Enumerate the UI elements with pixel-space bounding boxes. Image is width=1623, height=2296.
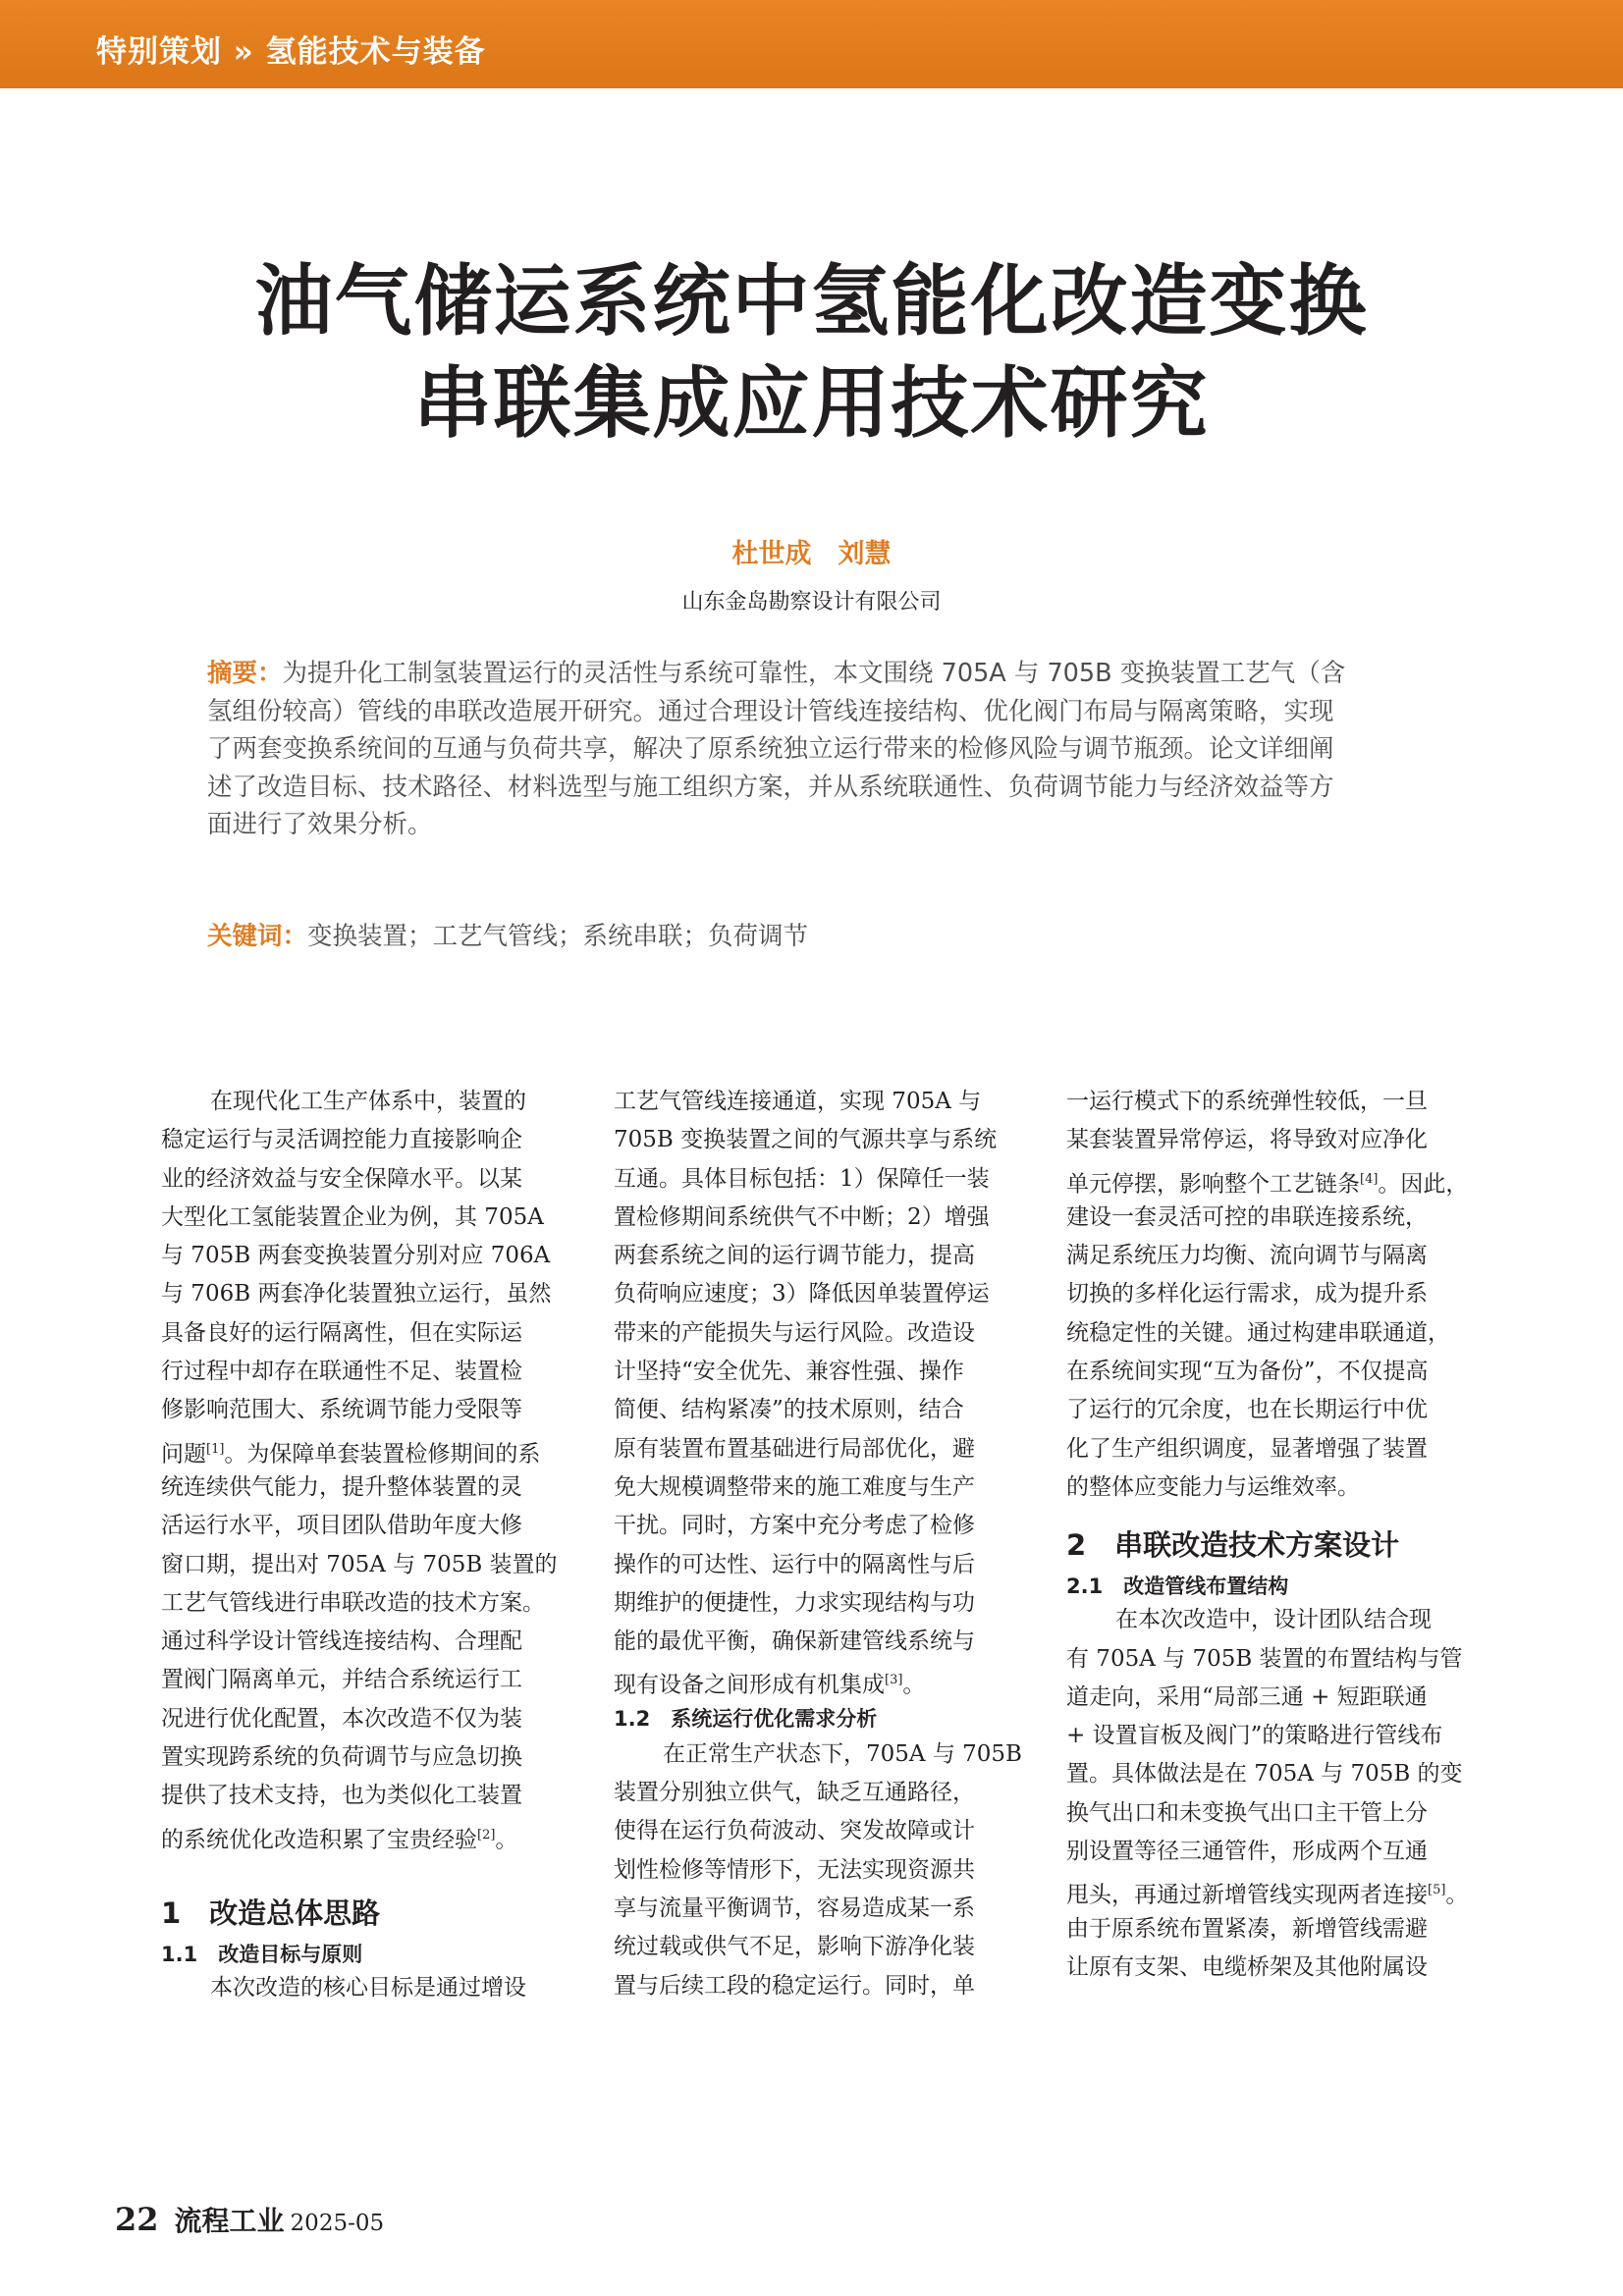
text-line: 简便、结构紧凑”的技术原则，结合 xyxy=(614,1397,964,1423)
text-line: 的系统优化改造积累了宝贵经验[2]。 xyxy=(161,1827,518,1853)
text-line: 有 705A 与 705B 装置的布置结构与管 xyxy=(1066,1645,1463,1672)
subsection-heading: 1.2 系统运行优化需求分析 xyxy=(614,1706,878,1731)
text-line: 在系统间实现“互为备份”，不仅提高 xyxy=(1066,1359,1429,1385)
text-line: 满足系统压力均衡、流向调节与隔离 xyxy=(1066,1243,1428,1269)
text-line: 原有装置布置基础进行局部优化，避 xyxy=(614,1435,975,1462)
text-line: 在正常生产状态下，705A 与 705B xyxy=(663,1740,1022,1767)
journal-name: 流程工业 xyxy=(174,2205,285,2237)
title-line-1: 油气储运系统中氢能化改造变换 xyxy=(254,256,1369,347)
citation-ref[interactable]: [5] xyxy=(1428,1883,1446,1898)
keywords-label: 关键词： xyxy=(207,922,308,951)
abstract-line: 摘要：为提升化工制氢装置运行的灵活性与系统可靠性，本文围绕 705A 与 705B 变换装置工艺气（含 xyxy=(207,659,1346,688)
abstract xyxy=(207,655,1439,844)
text-line: 通过科学设计管线连接结构、合理配 xyxy=(161,1629,522,1655)
text-line: 705B 变换装置之间的气源共享与系统 xyxy=(614,1127,998,1153)
body-column-2 xyxy=(614,1083,1048,2005)
text-line: 了运行的冗余度，也在长期运行中优 xyxy=(1066,1397,1428,1423)
text-line: 单元停摆，影响整个工艺链条[4]。因此， xyxy=(1066,1171,1469,1198)
page-footer xyxy=(115,2200,384,2239)
text-line: 在本次改造中，设计团队结合现 xyxy=(1115,1607,1432,1633)
subsection-heading: 1.1 改造目标与原则 xyxy=(161,1942,363,1966)
text-line: 统过载或供气不足，影响下游净化装 xyxy=(614,1934,975,1960)
text-line: 大型化工氢能装置企业为例，其 705A xyxy=(161,1203,544,1230)
text-line: 一运行模式下的系统弹性较低，一旦 xyxy=(1066,1089,1428,1114)
text-line: 操作的可达性、运行中的隔离性与后 xyxy=(614,1551,975,1577)
article-title xyxy=(0,250,1623,454)
issue-date: 2025-05 xyxy=(290,2211,385,2236)
section-header-bar xyxy=(0,0,1623,88)
text-line: 由于原系统布置紧凑，新增管线需避 xyxy=(1066,1915,1428,1942)
text-line: 划性检修等情形下，无法实现资源共 xyxy=(614,1856,975,1883)
text-line: 稳定运行与灵活调控能力直接影响企 xyxy=(161,1127,522,1153)
text-line: 计坚持“安全优先、兼容性强、操作 xyxy=(614,1359,964,1385)
text-line: 使得在运行负荷波动、突发故障或计 xyxy=(614,1818,975,1844)
text-line: 本次改造的核心目标是通过增设 xyxy=(210,1974,526,2001)
text-line: 置与后续工段的稳定运行。同时，单 xyxy=(614,1972,975,1999)
body-column-1 xyxy=(161,1083,595,2007)
text-line: 工艺气管线进行串联改造的技术方案。 xyxy=(161,1589,545,1616)
abstract-line: 面进行了效果分析。 xyxy=(207,810,433,840)
keywords xyxy=(207,917,808,952)
text-line: 与 705B 两套变换装置分别对应 706A xyxy=(161,1243,551,1269)
text-line: 置阀门隔离单元，并结合系统运行工 xyxy=(161,1667,522,1693)
text-line: 提供了技术支持，也为类似化工装置 xyxy=(161,1783,522,1809)
text-line: 况进行优化配置，本次改造不仅为装 xyxy=(161,1705,522,1732)
section-heading: 2 串联改造技术方案设计 xyxy=(1066,1528,1400,1563)
text-line: 问题[1]。为保障单套装置检修期间的系 xyxy=(161,1441,541,1468)
text-line: + 设置盲板及阀门”的策略进行管线布 xyxy=(1066,1723,1443,1749)
section-heading: 1 改造总体思路 xyxy=(161,1896,381,1930)
text-line: 统稳定性的关键。通过构建串联通道， xyxy=(1066,1319,1450,1346)
title-line-2: 串联集成应用技术研究 xyxy=(413,358,1210,449)
section-header-label: 特别策划 » 氢能技术与装备 xyxy=(96,34,486,70)
text-line: 互通。具体目标包括：1）保障任一装 xyxy=(614,1165,990,1192)
authors: 杜世成 刘慧 xyxy=(731,539,892,569)
abstract-label: 摘要： xyxy=(207,659,283,688)
keywords-text: 变换装置；工艺气管线；系统串联；负荷调节 xyxy=(307,922,809,951)
citation-ref[interactable]: [4] xyxy=(1360,1171,1379,1187)
text-line: 切换的多样化运行需求，成为提升系 xyxy=(1066,1281,1428,1308)
abstract-line: 了两套变换系统间的互通与负荷共享，解决了原系统独立运行带来的检修风险与调节瓶颈。论文详细阐 xyxy=(207,734,1334,765)
text-line: 装置分别独立供气，缺乏互通路径， xyxy=(614,1780,975,1806)
text-line: 某套装置异常停运，将导致对应净化 xyxy=(1066,1127,1428,1153)
text-line: 带来的产能损失与运行风险。改造设 xyxy=(614,1319,975,1346)
citation-ref[interactable]: [1] xyxy=(206,1441,225,1457)
text-line: 与 706B 两套净化装置独立运行，虽然 xyxy=(161,1281,552,1308)
body-column-3 xyxy=(1066,1083,1500,1987)
abstract-line: 氢组份较高）管线的串联改造展开研究。通过合理设计管线连接结构、优化阀门布局与隔离策略，实现 xyxy=(207,696,1334,726)
text-line: 能的最优平衡，确保新建管线系统与 xyxy=(614,1629,975,1655)
text-line: 行过程中却存在联通性不足、装置检 xyxy=(161,1359,522,1385)
text-line: 置实现跨系统的负荷调节与应急切换 xyxy=(161,1744,522,1771)
text-line: 干扰。同时，方案中充分考虑了检修 xyxy=(614,1513,975,1539)
text-line: 化了生产组织调度，显著增强了装置 xyxy=(1066,1435,1428,1462)
text-line: 统连续供气能力，提升整体装置的灵 xyxy=(161,1473,522,1500)
citation-ref[interactable]: [3] xyxy=(885,1673,903,1688)
text-line: 免大规模调整带来的施工难度与生产 xyxy=(614,1473,975,1500)
text-line: 具备良好的运行隔离性，但在实际运 xyxy=(161,1319,522,1346)
subsection-heading: 2.1 改造管线布置结构 xyxy=(1066,1575,1289,1599)
text-line: 置检修期间系统供气不中断；2）增强 xyxy=(614,1203,990,1230)
text-line: 窗口期，提出对 705A 与 705B 装置的 xyxy=(161,1551,558,1577)
text-line: 甩头，再通过新增管线实现两者连接[5]。 xyxy=(1066,1883,1469,1908)
citation-ref[interactable]: [2] xyxy=(477,1827,496,1842)
text-line: 的整体应变能力与运维效率。 xyxy=(1066,1473,1360,1500)
text-line: 建设一套灵活可控的串联连接系统， xyxy=(1066,1203,1428,1230)
text-line: 现有设备之间形成有机集成[3]。 xyxy=(614,1673,926,1699)
text-line: 在现代化工生产体系中，装置的 xyxy=(210,1089,526,1114)
text-line: 修影响范围大、系统调节能力受限等 xyxy=(161,1397,522,1423)
text-line: 让原有支架、电缆桥架及其他附属设 xyxy=(1066,1953,1428,1980)
affiliation: 山东金岛勘察设计有限公司 xyxy=(681,590,942,614)
text-line: 期维护的便捷性，力求实现结构与功 xyxy=(614,1589,975,1616)
text-line: 工艺气管线连接通道，实现 705A 与 xyxy=(614,1089,982,1114)
text-line: 负荷响应速度；3）降低因单装置停运 xyxy=(614,1281,990,1308)
text-line: 两套系统之间的运行调节能力，提高 xyxy=(614,1243,975,1269)
page-number: 22 xyxy=(115,2201,159,2238)
text-line: 别设置等径三通管件，形成两个互通 xyxy=(1066,1839,1428,1865)
text-line: 享与流量平衡调节，容易造成某一系 xyxy=(614,1895,975,1921)
text-line: 业的经济效益与安全保障水平。以某 xyxy=(161,1165,522,1192)
text-line: 道走向，采用“局部三通 + 短距联通 xyxy=(1066,1683,1428,1710)
text-line: 换气出口和未变换气出口主干管上分 xyxy=(1066,1799,1428,1826)
abstract-line: 述了改造目标、技术路径、材料选型与施工组织方案，并从系统联通性、负荷调节能力与经济效益等方 xyxy=(207,772,1334,802)
text-line: 置。具体做法是在 705A 与 705B 的变 xyxy=(1066,1761,1463,1788)
text-line: 活运行水平，项目团队借助年度大修 xyxy=(161,1513,522,1539)
